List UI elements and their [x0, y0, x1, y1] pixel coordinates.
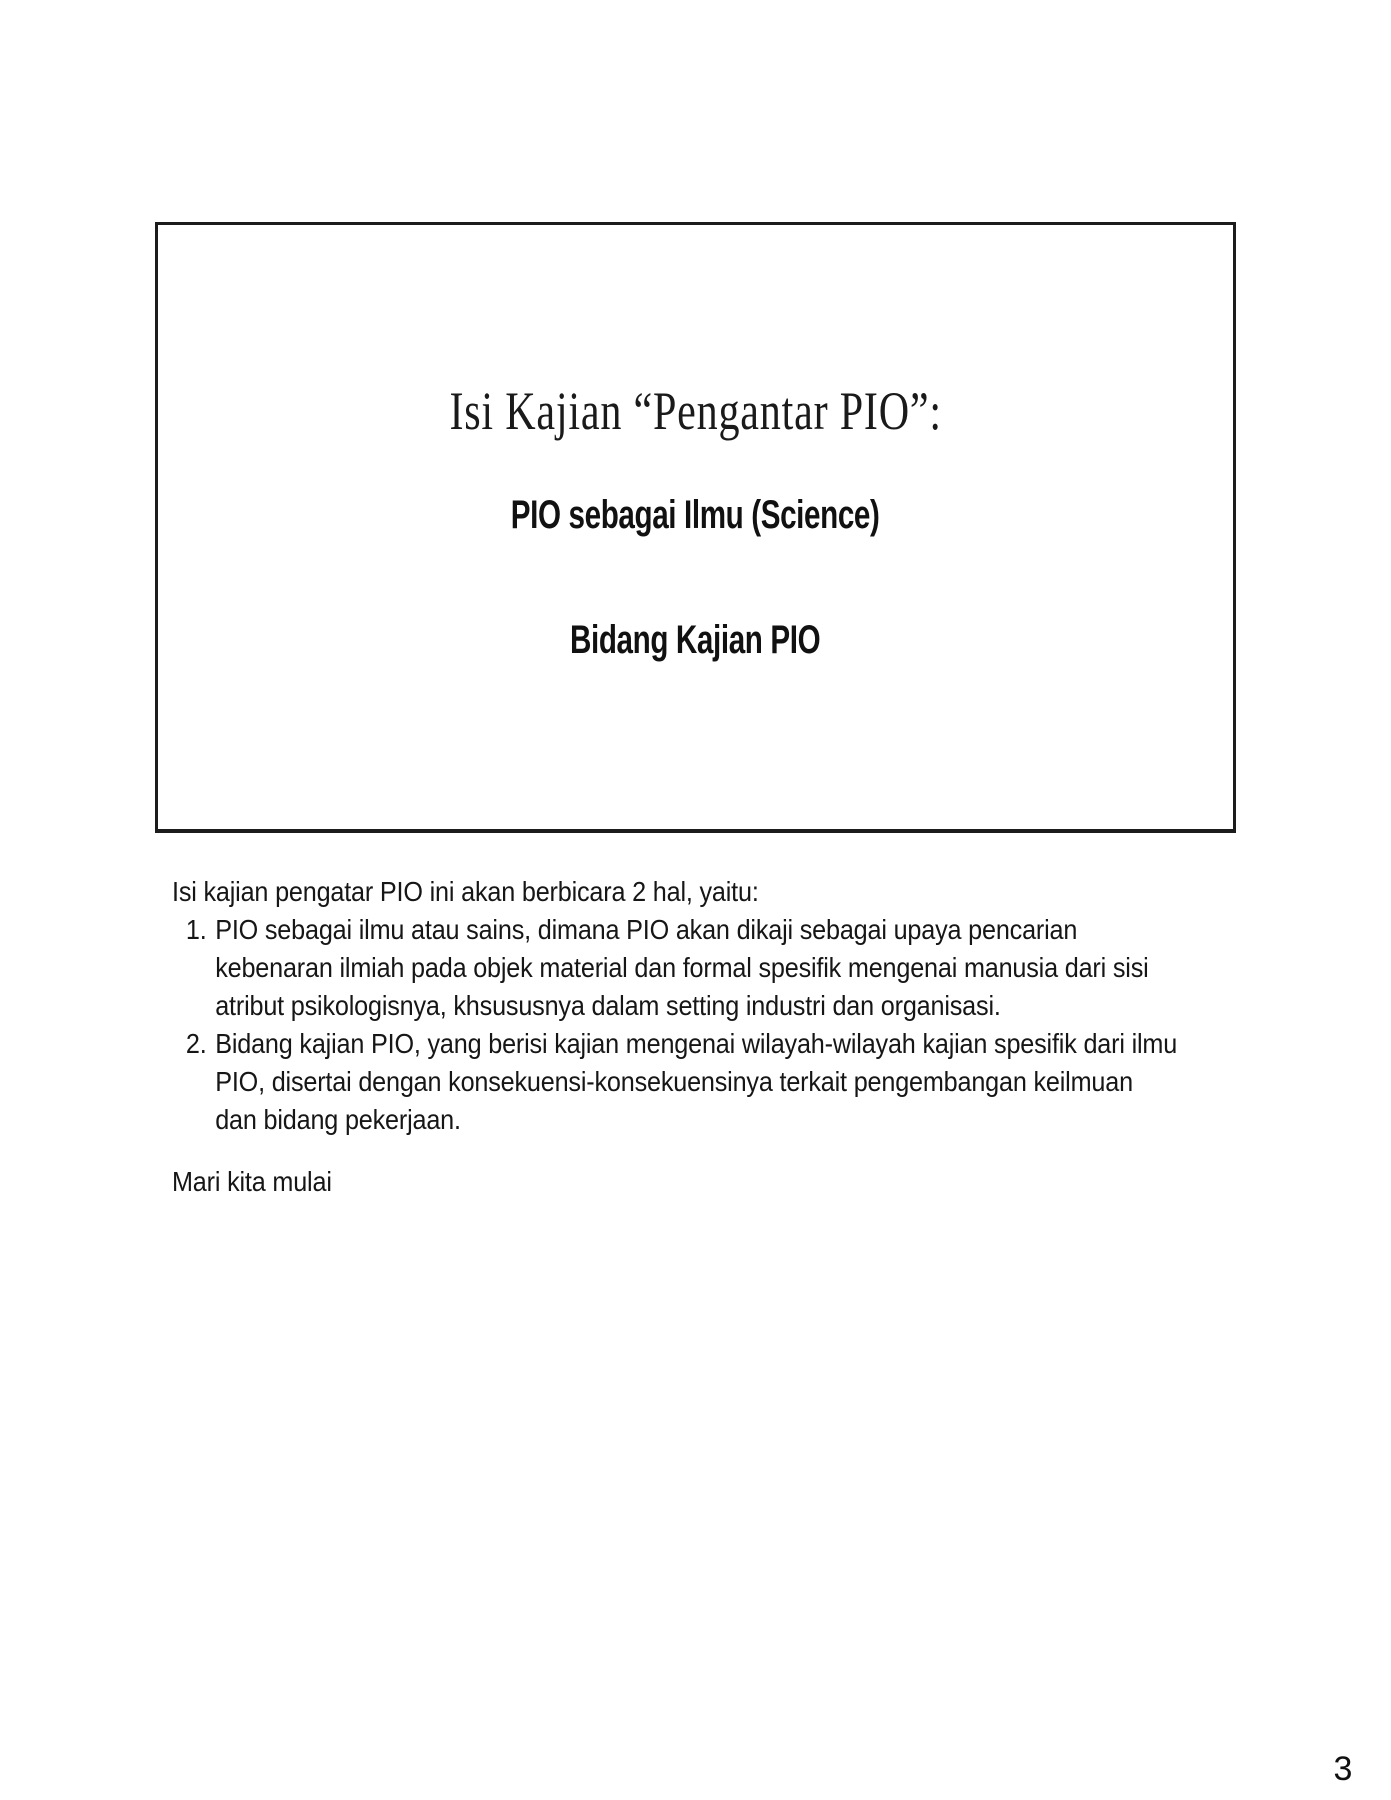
slide-subtitle-bidang-text: Bidang Kajian PIO: [570, 618, 821, 662]
notes-block: [172, 873, 1180, 1201]
slide-title-text: Isi Kajian “Pengantar PIO”:: [449, 381, 942, 441]
list-item: 2. Bidang kajian PIO, yang berisi kajian mengenai wilayah-wilayah kajian spesifik dari ilmu PIO, disertai dengan konsekuensi-konsekuensinya terkait pengembangan keilmuan dan bidang pekerjaan.: [213, 1025, 1180, 1139]
slide-title: [158, 375, 1233, 447]
notes-list: [172, 911, 1180, 1139]
notes-intro: Isi kajian pengatar PIO ini akan berbicara 2 hal, yaitu:: [172, 876, 759, 907]
slide-subtitle-science-text: PIO sebagai Ilmu (Science): [511, 493, 880, 537]
slide-subtitle-bidang: [158, 615, 1233, 665]
list-item: 1. PIO sebagai ilmu atau sains, dimana PIO akan dikaji sebagai upaya pencarian kebenaran ilmiah pada objek material dan formal spesifik mengenai manusia dari sisi atribut psikologisnya, khsususnya dalam setting industri dan organisasi.: [213, 911, 1180, 1025]
notes-closing: Mari kita mulai: [172, 1166, 332, 1197]
page-number: 3: [1333, 1750, 1353, 1788]
slide-subtitle-science: [158, 490, 1233, 540]
slide-frame: [155, 222, 1236, 833]
